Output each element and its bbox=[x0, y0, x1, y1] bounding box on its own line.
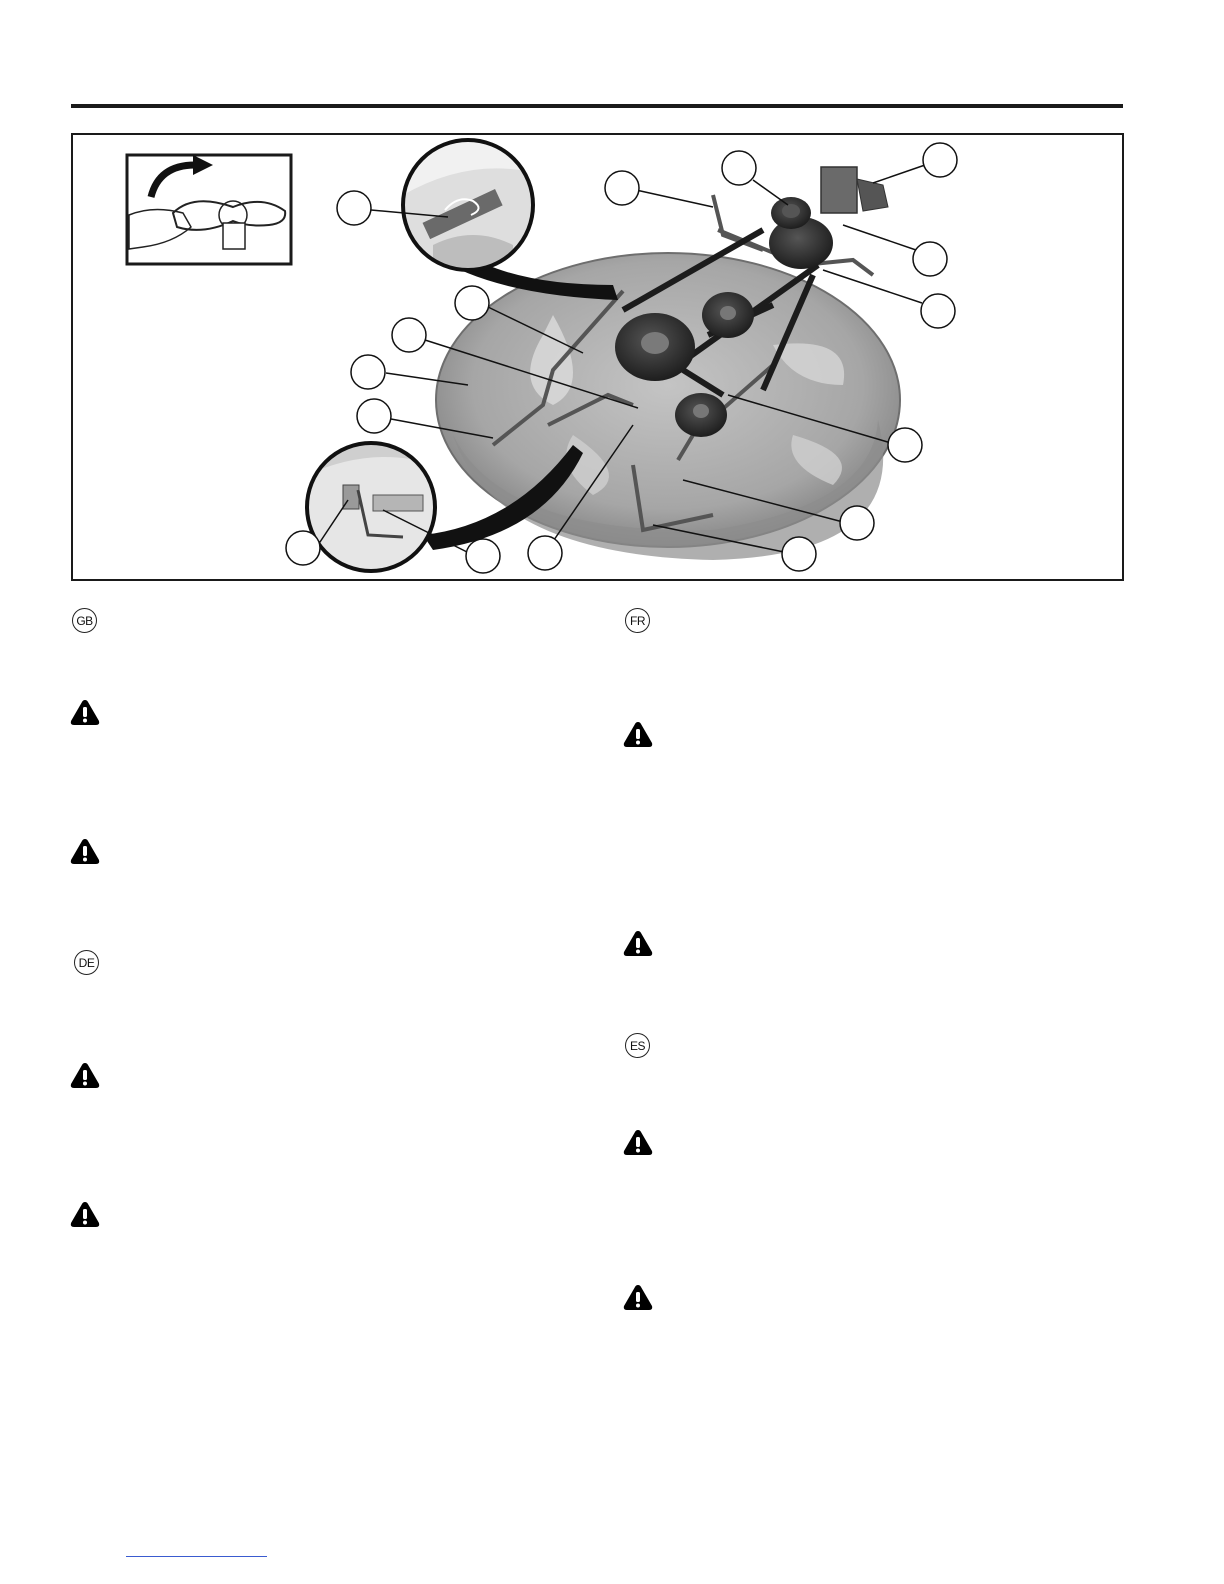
footer-link-underline[interactable] bbox=[126, 1556, 267, 1557]
warning-icon bbox=[70, 1062, 100, 1089]
warning-icon bbox=[623, 1284, 653, 1311]
callout-marker bbox=[286, 531, 320, 565]
callout-marker bbox=[392, 318, 426, 352]
header-rule bbox=[71, 104, 1123, 108]
lang-badge-fr: FR bbox=[625, 608, 650, 633]
hitch-pin-inset bbox=[127, 155, 291, 264]
callout-marker bbox=[357, 399, 391, 433]
callout-marker bbox=[337, 191, 371, 225]
callout-marker bbox=[913, 242, 947, 276]
warning-icon bbox=[623, 721, 653, 748]
warning-icon bbox=[70, 699, 100, 726]
mower-deck-figure bbox=[71, 133, 1124, 581]
callout-marker bbox=[528, 536, 562, 570]
mower-deck-illustration bbox=[73, 135, 1122, 579]
warning-icon bbox=[70, 1201, 100, 1228]
callout-marker bbox=[888, 428, 922, 462]
callout-marker bbox=[782, 537, 816, 571]
callout-marker bbox=[351, 355, 385, 389]
callout-marker bbox=[840, 506, 874, 540]
lang-badge-es: ES bbox=[625, 1033, 650, 1058]
warning-icon bbox=[70, 838, 100, 865]
callout-marker bbox=[466, 539, 500, 573]
callout-marker bbox=[605, 171, 639, 205]
callout-marker bbox=[722, 151, 756, 185]
engine-bracket bbox=[821, 167, 888, 213]
warning-icon bbox=[623, 930, 653, 957]
warning-icon bbox=[623, 1129, 653, 1156]
callout-marker bbox=[921, 294, 955, 328]
lang-badge-gb: GB bbox=[72, 608, 97, 633]
lang-badge-de: DE bbox=[74, 950, 99, 975]
callout-marker bbox=[923, 143, 957, 177]
callout-marker bbox=[455, 286, 489, 320]
